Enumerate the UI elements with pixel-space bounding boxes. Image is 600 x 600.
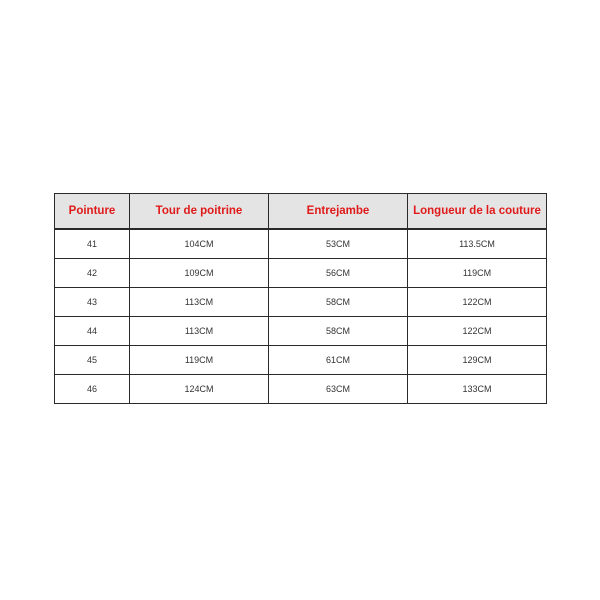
table-row — [55, 346, 547, 375]
header-tour-de-poitrine: Tour de poitrine — [130, 194, 269, 230]
cell-pointure: 41 — [55, 229, 130, 259]
header-row — [55, 194, 547, 230]
cell-pointure: 44 — [55, 317, 130, 346]
cell-entrejambe: 56CM — [269, 259, 408, 288]
cell-entrejambe: 58CM — [269, 288, 408, 317]
cell-entrejambe: 63CM — [269, 375, 408, 404]
header-entrejambe: Entrejambe — [269, 194, 408, 230]
cell-longueur-de-la-couture: 113.5CM — [408, 229, 547, 259]
table-row — [55, 375, 547, 404]
cell-tour-de-poitrine: 124CM — [130, 375, 269, 404]
cell-tour-de-poitrine: 113CM — [130, 317, 269, 346]
cell-entrejambe: 53CM — [269, 229, 408, 259]
cell-longueur-de-la-couture: 122CM — [408, 317, 547, 346]
cell-entrejambe: 58CM — [269, 317, 408, 346]
table-row — [55, 317, 547, 346]
cell-tour-de-poitrine: 104CM — [130, 229, 269, 259]
size-chart-table — [54, 193, 547, 404]
cell-entrejambe: 61CM — [269, 346, 408, 375]
cell-pointure: 43 — [55, 288, 130, 317]
cell-longueur-de-la-couture: 129CM — [408, 346, 547, 375]
cell-longueur-de-la-couture: 133CM — [408, 375, 547, 404]
header-longueur-de-la-couture: Longueur de la couture — [408, 194, 547, 230]
cell-pointure: 46 — [55, 375, 130, 404]
cell-longueur-de-la-couture: 122CM — [408, 288, 547, 317]
table-row — [55, 259, 547, 288]
header-pointure: Pointure — [55, 194, 130, 230]
cell-pointure: 42 — [55, 259, 130, 288]
cell-longueur-de-la-couture: 119CM — [408, 259, 547, 288]
cell-pointure: 45 — [55, 346, 130, 375]
cell-tour-de-poitrine: 119CM — [130, 346, 269, 375]
cell-tour-de-poitrine: 113CM — [130, 288, 269, 317]
table-row — [55, 288, 547, 317]
cell-tour-de-poitrine: 109CM — [130, 259, 269, 288]
table-row — [55, 229, 547, 259]
